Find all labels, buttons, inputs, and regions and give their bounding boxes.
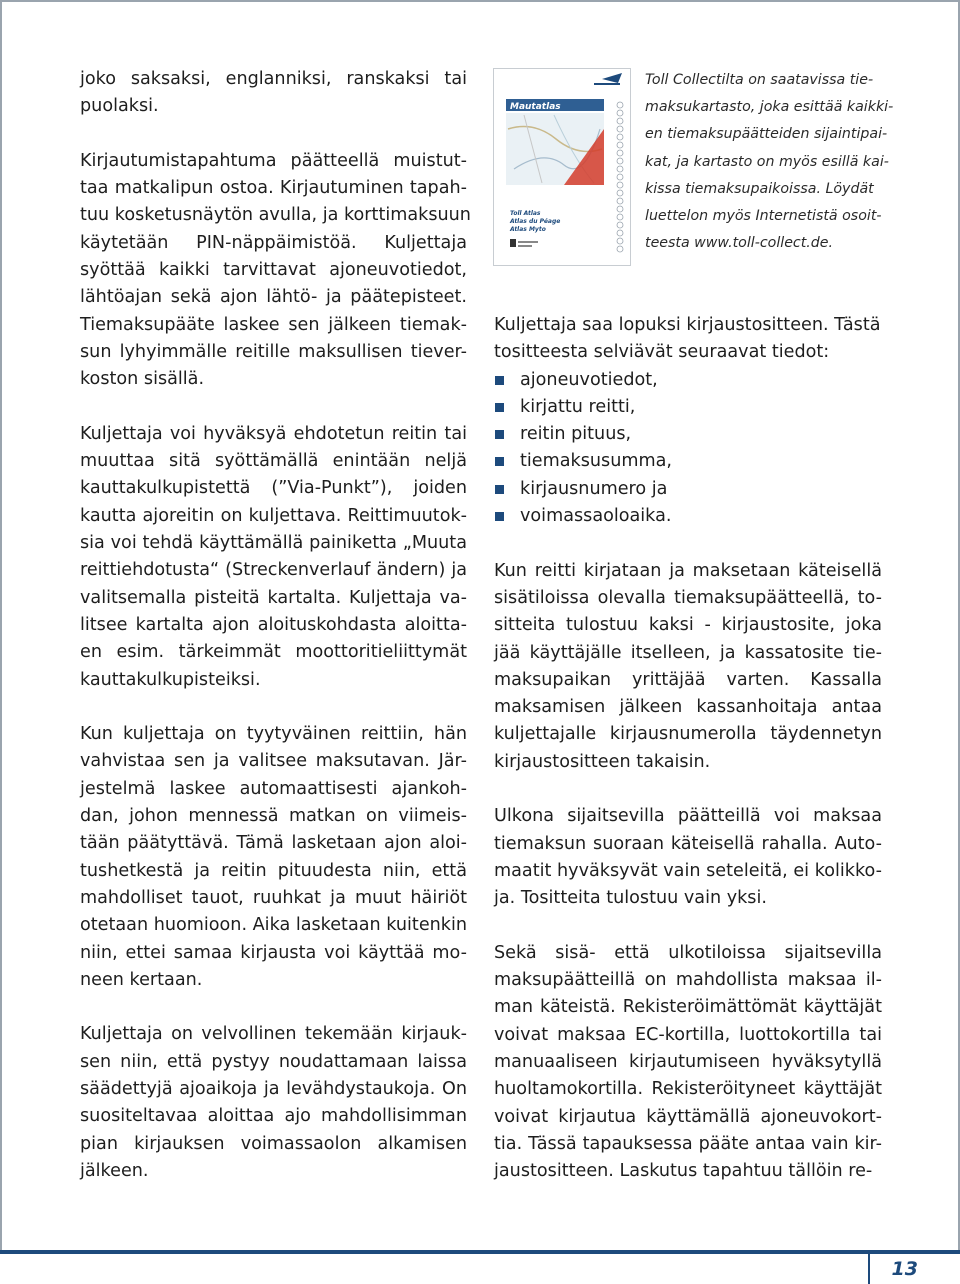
- text-line: Kuljettaja on velvollinen tekemään kirjauk-: [80, 1024, 467, 1045]
- square-bullet-icon: [495, 376, 504, 385]
- list-item-text: reitin pituus,: [520, 424, 632, 445]
- text-line: tään päätyttävä. Tämä lasketaan ajon aloi-: [80, 833, 467, 854]
- text-line: Sekä sisä- että ulkotiloissa sijaitsevilla: [494, 942, 882, 963]
- text-line: sitteita tulostuu kaksi - kirjaustosite, joka: [494, 615, 882, 636]
- text-line: neen kertaan.: [80, 969, 203, 990]
- text-line: koston sisällä.: [80, 369, 205, 390]
- text-line: jälkeen.: [80, 1160, 149, 1181]
- text-line: Kirjautumistapahtuma päätteellä muistut-: [80, 150, 467, 171]
- list-item: [494, 421, 882, 448]
- square-bullet-icon: [495, 403, 504, 412]
- text-line: dan, johon mennessä matkan on viimeis-: [80, 806, 467, 827]
- left-column: [80, 66, 471, 1185]
- text-line: sisätiloissa olevalla tiemaksupäätteellä, to-: [494, 587, 882, 608]
- list-item-text: voimassaoloaika.: [520, 506, 672, 527]
- paragraph: [80, 148, 471, 394]
- list-item: [494, 394, 882, 421]
- list-item: [494, 448, 882, 475]
- text-line: maksukartasto, joka esittää kaikki-: [645, 99, 894, 116]
- text-line: reittiehdotusta“ (Streckenverlauf ändern) ja: [80, 560, 467, 581]
- text-line: kuljettajalle kirjausnumerolla täydennetyn: [494, 724, 882, 745]
- text-line: voivat maksaa EC-kortilla, luottokortilla tai: [494, 1024, 882, 1045]
- text-line: luettelon myös Internetistä osoit-: [645, 208, 882, 225]
- text-line: jää käyttäjälle itselleen, ja kassatosite tie-: [494, 642, 882, 663]
- text-line: tia. Tässä tapauksessa pääte antaa vain kir-: [494, 1133, 882, 1154]
- text-line: teesta www.toll-collect.de.: [645, 235, 834, 252]
- list-item: [494, 503, 882, 530]
- paragraph-gap: [80, 394, 467, 421]
- text-line: kissa tiemaksupaikoissa. Löydät: [645, 180, 874, 197]
- paragraph: [80, 721, 467, 994]
- paragraph-gap: [80, 121, 467, 148]
- text-line: tiemaksun suoraan käteisellä rahalla. Auto-: [494, 833, 882, 854]
- text-line: maatit hyväksyvät vain seteleitä, ei kolikko-: [494, 860, 882, 881]
- text-line: jaustositteen. Laskutus tapahtuu tällöin re-: [494, 1161, 873, 1182]
- square-bullet-icon: [495, 457, 504, 466]
- list-item-text: ajoneuvotiedot,: [520, 369, 658, 390]
- paragraph: [80, 421, 467, 694]
- text-line: Tiemaksupääte laskee sen jälkeen tiemak-: [80, 314, 467, 335]
- square-bullet-icon: [495, 485, 504, 494]
- text-line: kauttakulkupisteiksi.: [80, 669, 261, 690]
- text-line: mahdolliset tauot, ruuhkat ja muut häiriöt: [80, 887, 467, 908]
- text-line: maksupäätteillä on mahdollista maksaa il-: [494, 970, 882, 991]
- text-line: man käteistä. Rekisteröimättömät käyttäjät: [494, 997, 882, 1018]
- text-line: kauttakulkupistettä (”Via-Punkt”), joiden: [80, 478, 467, 499]
- text-line: Ulkona sijaitsevilla päätteillä voi maksaa: [494, 806, 882, 827]
- text-line: maksamisen jälkeen kassanhoitaja antaa: [494, 697, 882, 718]
- footer-rule-marker: [868, 1250, 870, 1284]
- text-line: Kuljettaja saa lopuksi kirjaustositteen. Tästä: [494, 315, 881, 335]
- square-bullet-icon: [495, 512, 504, 521]
- text-line: ja. Tositteita tulostuu vain yksi.: [494, 888, 767, 909]
- text-line: huoltamokortilla. Rekisteröityneet käyttäjät: [494, 1079, 882, 1100]
- receipt-details-list: [494, 367, 882, 531]
- brochure-caption: [645, 67, 894, 257]
- text-line: suositeltavaa aloittaa ajo mahdollisimman: [80, 1106, 467, 1127]
- list-item-text: tiemaksusumma,: [520, 451, 673, 472]
- paragraph: [80, 1021, 467, 1185]
- text-line: sia voi tehdä käyttämällä painiketta „Muuta: [80, 533, 467, 554]
- square-bullet-icon: [495, 430, 504, 439]
- text-line: vahvistaa sen ja valitsee maksutavan. Jär-: [80, 751, 467, 772]
- text-line: lähtöajan sekä ajon lähtö- ja päätepisteet.: [80, 287, 467, 308]
- paragraph-gap: [494, 913, 882, 940]
- text-line: Kun kuljettaja on tyytyväinen reittiin, hän: [80, 724, 467, 745]
- text-line: Kuljettaja voi hyväksyä ehdotetun reitin tai: [80, 423, 467, 444]
- brochure-subtitle-2: Atlas du Péage: [510, 218, 561, 225]
- text-line: sun lyhyimmälle reitille maksullisen tiever-: [80, 341, 467, 362]
- brochure-cover-svg: [494, 69, 630, 265]
- brochure-subtitle-1: Toll Atlas: [510, 210, 541, 217]
- text-line: niin, ettei samaa kirjausta voi käyttää mo-: [80, 942, 467, 963]
- text-line: valitsemalla pisteitä kartalta. Kuljettaja va-: [80, 587, 467, 608]
- text-line: säädettyjä ajoaikoja ja levähdystaukoja. On: [80, 1078, 467, 1099]
- paragraph-gap: [494, 776, 882, 803]
- text-line: en tiemaksupäätteiden sijaintipai-: [645, 126, 888, 143]
- list-item: [494, 367, 882, 394]
- text-line: manuaaliseen kirjautumiseen hyväksytyllä: [494, 1052, 882, 1073]
- text-line: otetaan huomioon. Aika lasketaan kuitenkin: [80, 915, 468, 936]
- frame-left-line: [0, 0, 2, 1250]
- list-item: [494, 476, 882, 503]
- list-item-text: kirjausnumero ja: [520, 478, 668, 499]
- brochure-title: Mautatlas: [510, 102, 561, 112]
- text-line: pian kirjauksen voimassaolon alkamisen: [80, 1133, 467, 1154]
- paragraph-gap: [80, 994, 467, 1021]
- text-line: tuu kosketusnäytön avulla, ja korttimaksuun: [80, 205, 471, 226]
- text-line: sen niin, että pystyy noudattamaan laissa: [80, 1051, 467, 1072]
- text-line: Kun reitti kirjataan ja maksetaan käteisellä: [494, 560, 882, 581]
- text-line: joko saksaksi, englanniksi, ranskaksi tai: [80, 69, 467, 89]
- text-line: kat, ja kartasto on myös esillä kai-: [645, 153, 889, 170]
- text-line: käytetään PIN-näppäimistöä. Kuljettaja: [80, 232, 467, 253]
- paragraph: [494, 558, 882, 776]
- text-line: syöttää kaikki tarvittavat ajoneuvotiedot,: [80, 260, 467, 281]
- list-item-text: kirjattu reitti,: [520, 396, 636, 417]
- text-line: taa matkalipun ostoa. Kirjautuminen tapah-: [80, 178, 467, 199]
- paragraph: [494, 940, 882, 1186]
- text-line: en esim. tärkeimmät moottoritieliittymät: [80, 642, 467, 663]
- right-column: [494, 312, 882, 1186]
- toll-atlas-brochure-image: [493, 68, 631, 266]
- text-line: jestelmä laskee automaattisesti ajankoh-: [80, 778, 467, 799]
- paragraph-gap: [80, 694, 467, 721]
- text-line: tositteesta selviävät seuraavat tiedot:: [494, 342, 830, 363]
- text-line: Toll Collectilta on saatavissa tie-: [645, 72, 874, 88]
- paragraph: [80, 66, 467, 121]
- text-line: maksupaikan yrittäjää varten. Kassalla: [494, 669, 882, 690]
- page-number: 13: [891, 1258, 918, 1280]
- receipt-intro: [494, 312, 882, 367]
- text-line: voivat kirjautua käyttämällä ajoneuvokort-: [494, 1106, 882, 1127]
- text-line: kirjaustositteen takaisin.: [494, 751, 711, 772]
- frame-top-line: [0, 0, 960, 2]
- text-line: muuttaa sitä syöttämällä enintään neljä: [80, 451, 467, 472]
- paragraph-gap: [494, 530, 882, 557]
- footer-rule: [0, 1250, 960, 1254]
- text-line: puolaksi.: [80, 96, 159, 117]
- brochure-subtitle-3: Atlas Myto: [510, 226, 546, 233]
- text-line: kautta ajoreitin on kuljettava. Reittimuutok-: [80, 505, 467, 526]
- text-line: tushetkestä ja reitin pituudesta niin, että: [80, 860, 467, 881]
- text-line: litsee kartalta ajon aloituskohdasta aloitta-: [80, 614, 467, 635]
- paragraph: [494, 803, 882, 912]
